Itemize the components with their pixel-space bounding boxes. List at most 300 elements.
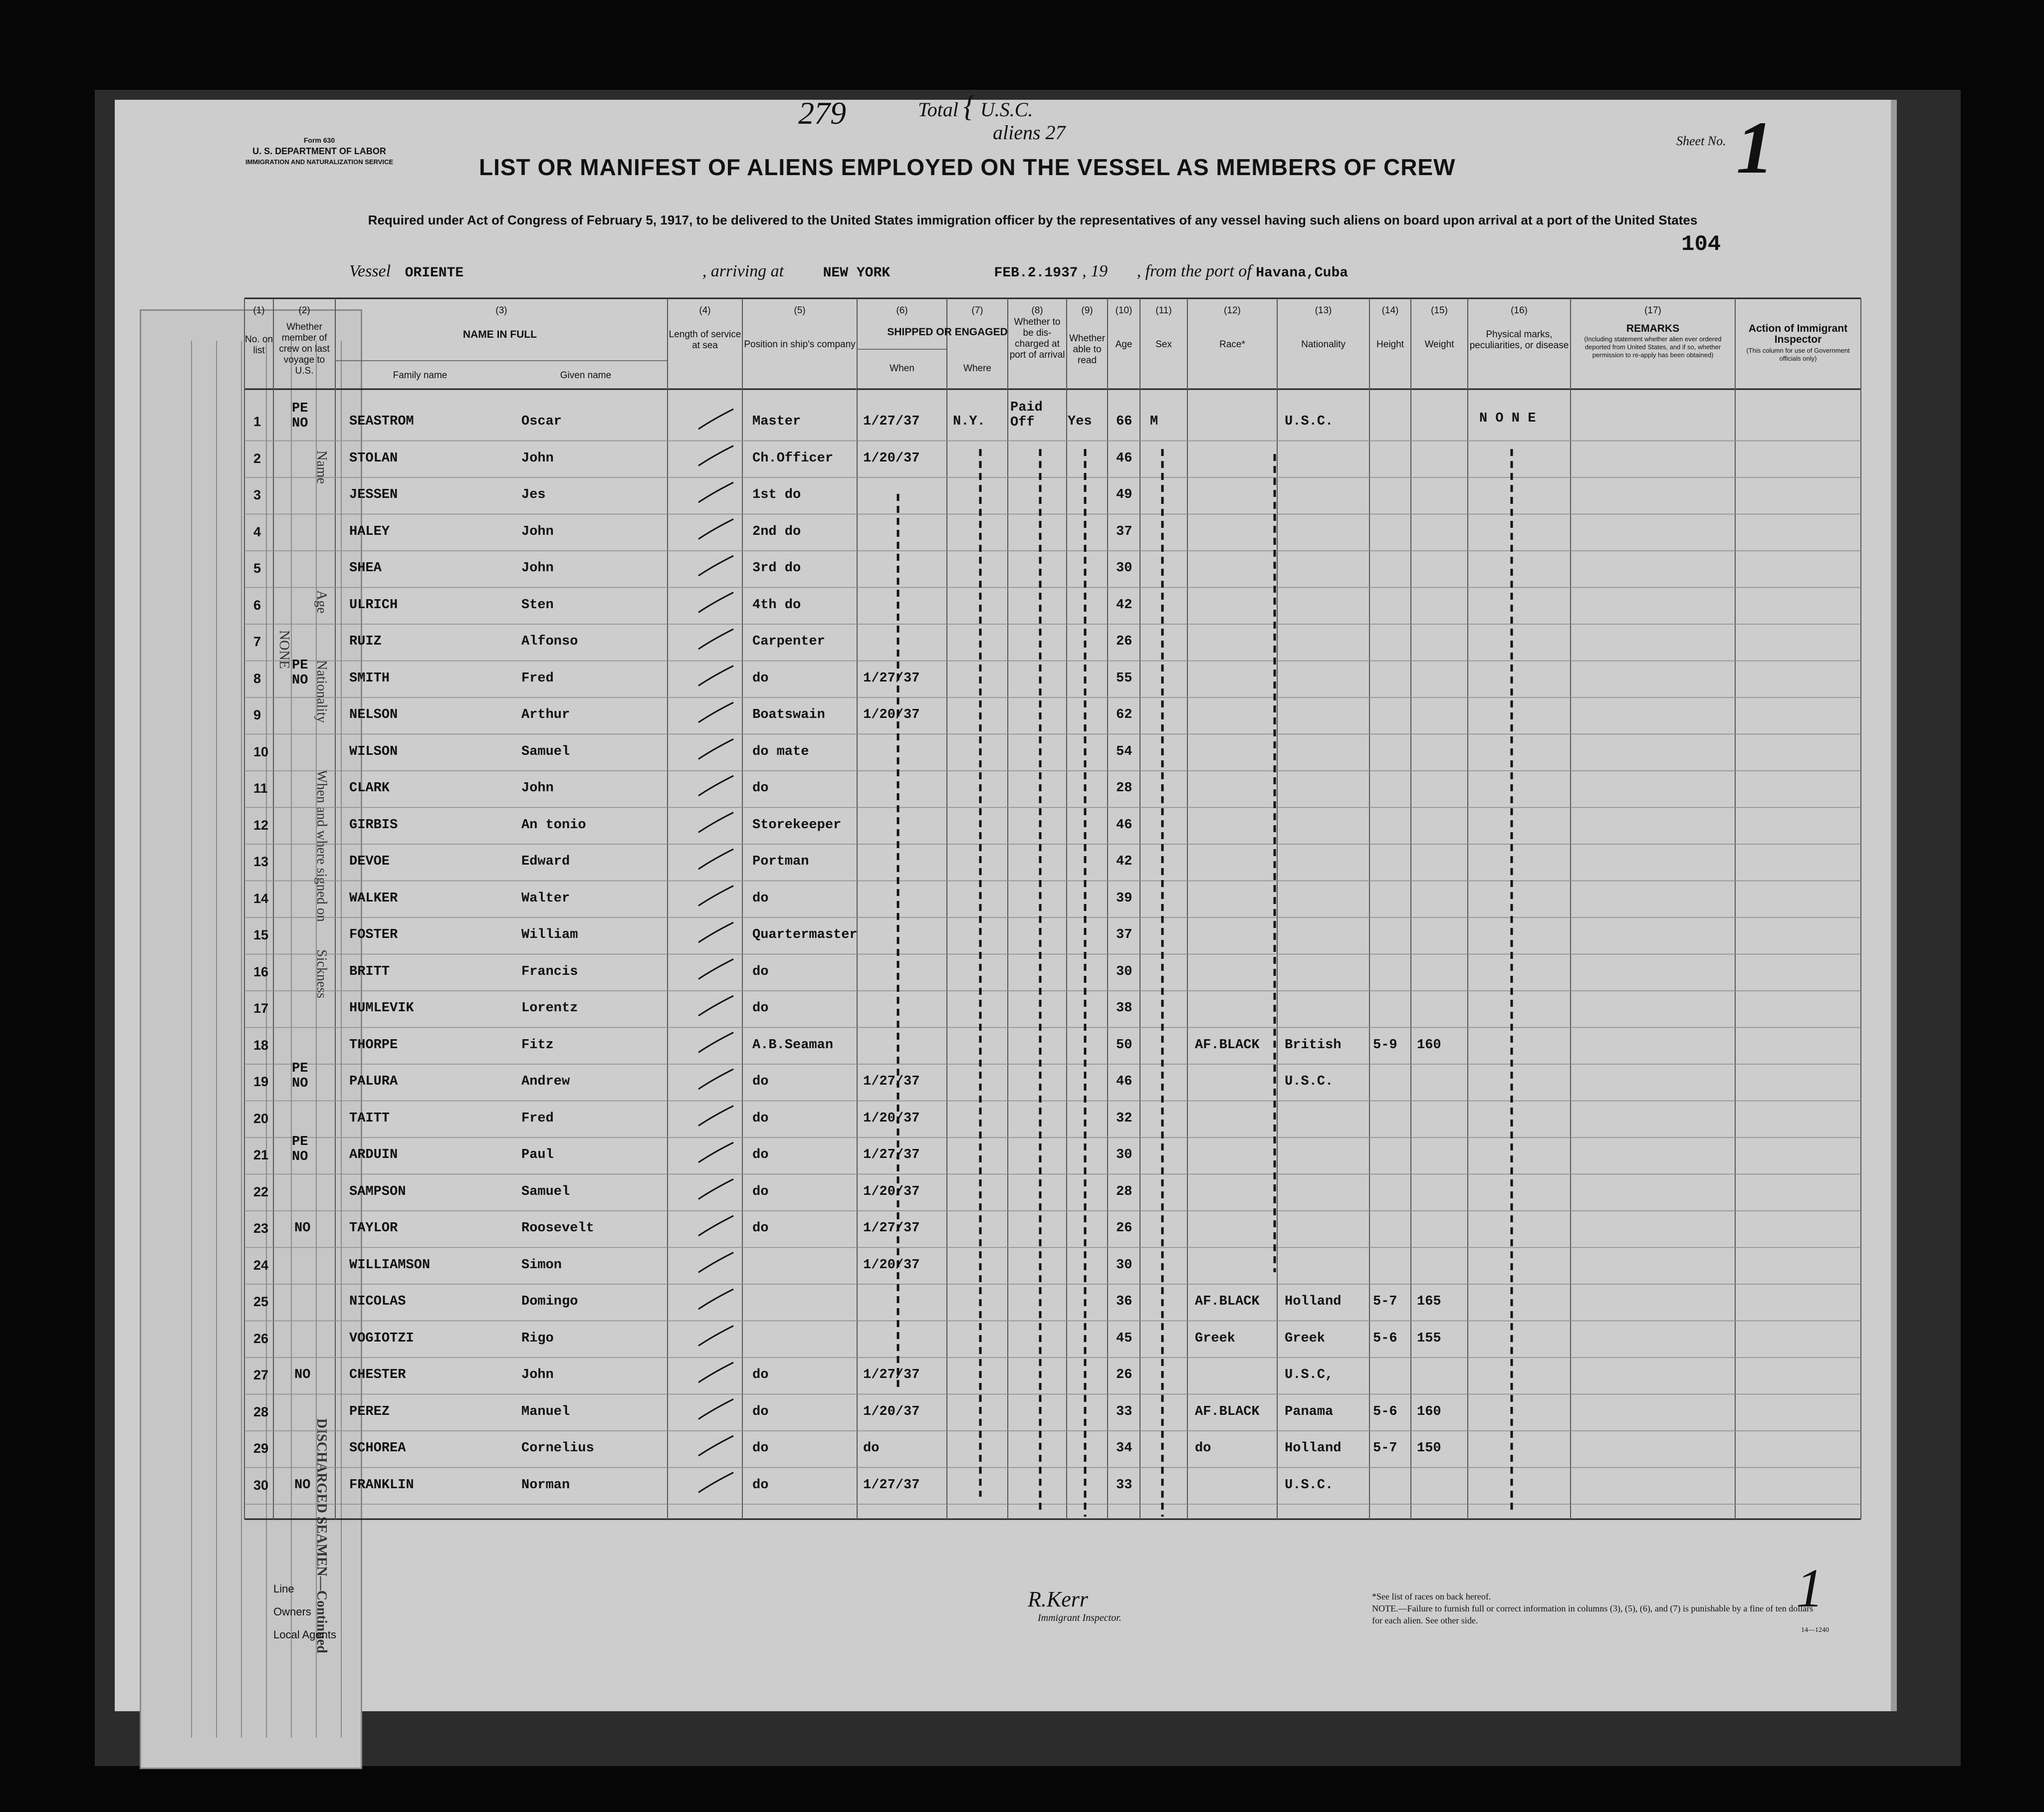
age: 46 — [1116, 817, 1133, 833]
shipped-when: 1/27/37 — [863, 1147, 920, 1162]
given-name: Domingo — [521, 1294, 578, 1309]
age: 30 — [1116, 1257, 1133, 1273]
age: 30 — [1116, 561, 1133, 576]
row-number: 15 — [253, 927, 269, 942]
family-name: STOLAN — [349, 451, 398, 466]
page-subtitle: Required under Act of Congress of February 5, 1917, to be delivered to the United States immigration officer by the representatives of any vessel having such aliens on board upon arrival at a port of the United States — [368, 213, 1698, 227]
last-voyage-answer: NO — [292, 673, 308, 688]
header-discharged: Whether to be dis-charged at port of arrival — [1009, 317, 1065, 360]
header-remarks-note: (Including statement whether alien ever ordered deported from United States, and if so, whether permission to re-apply has been obtained) — [1584, 335, 1722, 359]
row-number: 18 — [253, 1037, 269, 1053]
height: 5-7 — [1373, 1294, 1397, 1309]
position: do — [752, 1221, 769, 1236]
position: do — [752, 1404, 769, 1419]
shipped-when: 1/27/37 — [863, 1367, 920, 1382]
shipped-when: 1/20/37 — [863, 1404, 920, 1419]
given-name: Roosevelt — [521, 1221, 594, 1236]
position: do — [752, 1001, 769, 1016]
race: do — [1195, 1441, 1211, 1456]
last-voyage-answer: NO — [292, 1149, 308, 1164]
family-name: TAITT — [349, 1111, 390, 1126]
header-action: Action of Immigrant Inspector — [1748, 323, 1848, 345]
stub-label-sickness: Sickness — [314, 949, 329, 998]
age: 66 — [1116, 414, 1133, 429]
family-name: FRANKLIN — [349, 1477, 414, 1493]
age: 28 — [1116, 781, 1133, 796]
family-name: ARDUIN — [349, 1147, 398, 1162]
last-voyage-pe: PE — [292, 401, 308, 416]
footnote-penalty: NOTE.—Failure to furnish full or correct information in columns (3), (5), (6), and (7) is punishable by a fine of ten dollars for each alien. See other side. — [1372, 1603, 1814, 1625]
column-number: (1) — [253, 305, 265, 316]
shipped-when: 1/20/37 — [863, 451, 920, 466]
header-length-service: Length of service at sea — [669, 329, 741, 351]
family-name: SEASTROM — [349, 414, 414, 429]
service: IMMIGRATION AND NATURALIZATION SERVICE — [245, 158, 394, 166]
given-name: Edward — [521, 854, 570, 869]
discharged-off: Off — [1010, 415, 1035, 430]
age: 34 — [1116, 1441, 1133, 1456]
year-label: , 19 — [1082, 262, 1108, 280]
stub-discharged-title: DISCHARGED SEAMEN—Continued — [314, 1418, 329, 1653]
department: U. S. DEPARTMENT OF LABOR — [252, 146, 386, 156]
age: 37 — [1116, 524, 1133, 539]
column-number: (5) — [794, 305, 806, 316]
service-checkmark — [698, 702, 733, 722]
age: 30 — [1116, 1147, 1133, 1162]
given-name: Lorentz — [521, 1001, 578, 1016]
given-name: John — [521, 524, 554, 539]
row-number: 27 — [253, 1367, 269, 1382]
footnote — [1372, 1590, 1821, 1626]
family-name: PALURA — [349, 1074, 398, 1089]
header-given-name: Given name — [560, 370, 612, 381]
footer-agents-label: Local Agents — [273, 1628, 336, 1641]
form-number: Form 630 — [303, 136, 335, 144]
service-checkmark — [698, 922, 733, 942]
header-height: Height — [1376, 339, 1404, 350]
position: do — [752, 1441, 769, 1456]
shipped-when: 1/27/37 — [863, 1074, 920, 1089]
last-voyage-answer: NO — [292, 416, 308, 431]
weight: 160 — [1417, 1037, 1441, 1053]
service-checkmark — [698, 739, 733, 759]
age: 26 — [1116, 634, 1133, 649]
given-name: Walter — [521, 891, 570, 906]
service-checkmark — [698, 1436, 733, 1456]
row-number: 24 — [253, 1257, 269, 1273]
row-number: 8 — [253, 671, 261, 686]
given-name: Fitz — [521, 1037, 554, 1053]
header-last-voyage: Whether member of crew on last voyage to U.S. — [279, 322, 330, 376]
position: do — [752, 1477, 769, 1493]
position: A.B.Seaman — [752, 1037, 834, 1053]
given-name: Simon — [521, 1257, 562, 1273]
row-number: 12 — [253, 817, 269, 833]
last-voyage-answer: NO — [294, 1367, 311, 1382]
given-name: Cornelius — [521, 1441, 594, 1456]
stub-label-signed: When and where signed on — [314, 770, 329, 922]
position: Master — [752, 414, 801, 429]
service-checkmark — [698, 1069, 733, 1089]
row-number: 23 — [253, 1221, 269, 1236]
family-name: WALKER — [349, 891, 398, 906]
shipped-when: 1/27/37 — [863, 1477, 920, 1493]
family-name: NICOLAS — [349, 1294, 406, 1309]
row-number: 30 — [253, 1477, 269, 1493]
age: 42 — [1116, 854, 1133, 869]
row-number: 5 — [253, 561, 261, 576]
last-voyage-answer: NO — [292, 1076, 308, 1091]
age: 33 — [1116, 1404, 1133, 1419]
header-no-on-list: No. on list — [245, 334, 273, 356]
handwritten-total: Total { U.S.C. aliens 27 — [918, 90, 1066, 144]
position: do mate — [752, 744, 809, 759]
handwritten-usc: U.S.C. — [980, 98, 1033, 121]
page-title: LIST OR MANIFEST OF ALIENS EMPLOYED ON THE VESSEL AS MEMBERS OF CREW — [479, 154, 1456, 180]
position: 2nd do — [752, 524, 801, 539]
family-name: BRITT — [349, 964, 390, 979]
last-voyage-answer: NO — [294, 1477, 311, 1493]
row-number: 14 — [253, 891, 269, 906]
column-number: (11) — [1155, 305, 1172, 316]
column-number: (3) — [495, 305, 507, 316]
arriving-label: , arriving at — [702, 262, 784, 280]
row-number: 26 — [253, 1331, 269, 1346]
shipped-when: do — [863, 1441, 880, 1456]
age: 33 — [1116, 1477, 1133, 1493]
position: Carpenter — [752, 634, 825, 649]
age: 38 — [1116, 1001, 1133, 1016]
row-number: 2 — [253, 451, 261, 466]
service-checkmark — [698, 996, 733, 1016]
given-name: John — [521, 781, 554, 796]
position: Boatswain — [752, 707, 825, 722]
header-position: Position in ship's company — [744, 339, 856, 350]
column-number: (13) — [1315, 305, 1332, 316]
header-where: Where — [963, 363, 991, 374]
column-number: (17) — [1644, 305, 1661, 316]
column-number: (10) — [1115, 305, 1133, 316]
family-name: SMITH — [349, 671, 390, 686]
nationality: U.S.C, — [1285, 1367, 1334, 1382]
race: AF.BLACK — [1195, 1294, 1260, 1309]
age: 42 — [1116, 597, 1133, 613]
family-name: SAMPSON — [349, 1184, 406, 1199]
from-port: Havana,Cuba — [1256, 265, 1349, 281]
given-name: Francis — [521, 964, 578, 979]
age: 46 — [1116, 1074, 1133, 1089]
shipped-where: N.Y. — [953, 414, 985, 429]
family-name: RUIZ — [349, 634, 382, 649]
header-remarks: REMARKS — [1626, 323, 1680, 334]
race: AF.BLACK — [1195, 1037, 1260, 1053]
service-checkmark — [698, 1216, 733, 1236]
service-checkmark — [698, 593, 733, 613]
family-name: VOGIOTZI — [349, 1331, 414, 1346]
given-name: Fred — [521, 1111, 554, 1126]
given-name: Fred — [521, 671, 554, 686]
header-age: Age — [1115, 339, 1133, 350]
row-number: 20 — [253, 1111, 269, 1126]
service-checkmark — [698, 482, 733, 502]
handwritten-total-word: Total — [918, 98, 958, 121]
footer-line-label: Line — [273, 1583, 294, 1595]
last-voyage-pe: PE — [292, 658, 308, 673]
row-number: 25 — [253, 1294, 269, 1309]
age: 55 — [1116, 671, 1133, 686]
vessel-label: Vessel — [349, 262, 391, 280]
sex: M — [1150, 414, 1158, 429]
service-checkmark — [698, 849, 733, 869]
header-race: Race* — [1219, 339, 1245, 350]
given-name: Oscar — [521, 414, 562, 429]
service-checkmark — [698, 446, 733, 466]
shipped-when: 1/27/37 — [863, 414, 920, 429]
arrival-date: FEB.2.1937 — [994, 265, 1078, 281]
sheet-number: 1 — [1736, 106, 1774, 189]
age: 46 — [1116, 451, 1133, 466]
service-checkmark — [698, 666, 733, 686]
age: 45 — [1116, 1331, 1133, 1346]
height: 5-7 — [1373, 1441, 1397, 1456]
row-number: 9 — [253, 707, 261, 722]
column-number: (8) — [1031, 305, 1043, 316]
race: Greek — [1195, 1331, 1236, 1346]
position: do — [752, 671, 769, 686]
discharged-paid: Paid — [1010, 400, 1043, 415]
height: 5-9 — [1373, 1037, 1397, 1053]
family-name: PEREZ — [349, 1404, 390, 1419]
footer-owners-label: Owners — [273, 1605, 311, 1618]
row-number: 1 — [253, 414, 261, 429]
position: 1st do — [752, 487, 801, 502]
service-checkmark — [698, 1399, 733, 1419]
service-checkmark — [698, 1179, 733, 1199]
nationality: U.S.C. — [1285, 414, 1334, 429]
service-checkmark — [698, 1289, 733, 1309]
age: 30 — [1116, 964, 1133, 979]
nationality: U.S.C. — [1285, 1074, 1334, 1089]
nationality: U.S.C. — [1285, 1477, 1334, 1493]
family-name: THORPE — [349, 1037, 398, 1053]
handwritten-aliens: aliens 27 — [993, 121, 1066, 144]
given-name: John — [521, 561, 554, 576]
shipped-when: 1/20/37 — [863, 1184, 920, 1199]
column-number: (2) — [298, 305, 310, 316]
service-checkmark — [698, 959, 733, 979]
position: do — [752, 1184, 769, 1199]
header-family-name: Family name — [393, 370, 448, 381]
family-name: CLARK — [349, 781, 390, 796]
physical-marks: N O N E — [1479, 411, 1536, 426]
inspector-signature: R.Kerr — [1028, 1587, 1088, 1611]
shipped-when: 1/27/37 — [863, 671, 920, 686]
family-name: ULRICH — [349, 597, 398, 613]
given-name: Paul — [521, 1147, 554, 1162]
able-to-read: Yes — [1068, 414, 1092, 429]
shipped-when: 1/20/37 — [863, 1257, 920, 1273]
given-name: William — [521, 927, 578, 942]
service-checkmark — [698, 886, 733, 906]
row-number: 16 — [253, 964, 269, 979]
column-number: (6) — [896, 305, 908, 316]
position: 3rd do — [752, 561, 801, 576]
service-checkmark — [698, 629, 733, 649]
age: 36 — [1116, 1294, 1133, 1309]
age: 26 — [1116, 1221, 1133, 1236]
given-name: Norman — [521, 1477, 570, 1493]
row-number: 7 — [253, 634, 261, 649]
shipped-when: 1/20/37 — [863, 707, 920, 722]
last-voyage-pe: PE — [292, 1061, 308, 1076]
given-name: Rigo — [521, 1331, 554, 1346]
weight: 155 — [1417, 1331, 1441, 1346]
row-number: 11 — [253, 781, 268, 796]
age: 50 — [1116, 1037, 1133, 1053]
column-number: (16) — [1511, 305, 1528, 316]
position: do — [752, 1147, 769, 1162]
position: do — [752, 1111, 769, 1126]
age: 49 — [1116, 487, 1133, 502]
given-name: Jes — [521, 487, 546, 502]
column-number: (4) — [699, 305, 711, 316]
nationality: Holland — [1285, 1441, 1342, 1456]
nationality: Holland — [1285, 1294, 1342, 1309]
service-checkmark — [698, 1253, 733, 1273]
weight: 165 — [1417, 1294, 1441, 1309]
given-name: Manuel — [521, 1404, 570, 1419]
position: Ch.Officer — [752, 451, 834, 466]
family-name: NELSON — [349, 707, 398, 722]
family-name: SHEA — [349, 561, 382, 576]
header-shipped-engaged: SHIPPED OR ENGAGED — [887, 326, 1008, 338]
service-checkmark — [698, 1473, 733, 1493]
stub-label-nationality: Nationality — [314, 660, 329, 723]
given-name: Samuel — [521, 744, 570, 759]
row-number: 21 — [253, 1147, 269, 1162]
position: Quartermaster — [752, 927, 858, 942]
given-name: Andrew — [521, 1074, 570, 1089]
position: 4th do — [752, 597, 801, 613]
weight: 150 — [1417, 1441, 1441, 1456]
header-physical: Physical marks, peculiarities, or disease — [1469, 329, 1569, 351]
service-checkmark — [698, 776, 733, 796]
age: 26 — [1116, 1367, 1133, 1382]
header-when: When — [890, 363, 914, 374]
row-number: 22 — [253, 1184, 269, 1199]
header-nationality: Nationality — [1301, 339, 1346, 350]
service-checkmark — [698, 1326, 733, 1346]
family-name: HALEY — [349, 524, 390, 539]
nationality: Panama — [1285, 1404, 1334, 1419]
position: do — [752, 781, 769, 796]
service-checkmark — [698, 813, 733, 833]
from-label: , from the port of — [1136, 262, 1252, 280]
position: do — [752, 1074, 769, 1089]
stub-label-name: Name — [314, 451, 329, 484]
shipped-when: 1/20/37 — [863, 1111, 920, 1126]
footnote-races: *See list of races on back hereof. — [1372, 1591, 1491, 1601]
height: 5-6 — [1373, 1331, 1397, 1346]
last-voyage-pe: PE — [292, 1134, 308, 1149]
given-name: John — [521, 451, 554, 466]
header-sex: Sex — [1155, 339, 1172, 350]
position: do — [752, 1367, 769, 1382]
service-checkmark — [698, 409, 733, 429]
given-name: Alfonso — [521, 634, 578, 649]
stub-none: NONE — [276, 630, 292, 669]
nationality: Greek — [1285, 1331, 1326, 1346]
row-number: 17 — [253, 1001, 269, 1016]
stub-label-age: Age — [314, 590, 329, 614]
family-name: CHESTER — [349, 1367, 406, 1382]
header-able-read: Whether able to read — [1069, 333, 1105, 366]
handwritten-count: 279 — [798, 95, 846, 131]
row-number: 3 — [253, 487, 261, 502]
given-name: An tonio — [521, 817, 586, 833]
service-checkmark — [698, 556, 733, 576]
age: 54 — [1116, 744, 1133, 759]
family-name: SCHOREA — [349, 1441, 406, 1456]
position: Storekeeper — [752, 817, 842, 833]
header-action-note: (This column for use of Government officials only) — [1746, 347, 1850, 362]
sheet-label: Sheet No. — [1676, 134, 1726, 148]
family-name: WILSON — [349, 744, 398, 759]
page-mark: 1 — [1796, 1558, 1823, 1618]
column-number: (9) — [1081, 305, 1093, 316]
age: 28 — [1116, 1184, 1133, 1199]
service-checkmark — [698, 1106, 733, 1126]
column-number: (7) — [971, 305, 983, 316]
family-name: GIRBIS — [349, 817, 398, 833]
row-number: 28 — [253, 1404, 269, 1419]
service-checkmark — [698, 519, 733, 539]
family-name: DEVOE — [349, 854, 390, 869]
service-checkmark — [698, 1033, 733, 1053]
position: Portman — [752, 854, 809, 869]
given-name: John — [521, 1367, 554, 1382]
form-code: 14—1240 — [1801, 1626, 1829, 1634]
age: 39 — [1116, 891, 1133, 906]
height: 5-6 — [1373, 1404, 1397, 1419]
position: do — [752, 964, 769, 979]
shipped-when: 1/27/37 — [863, 1221, 920, 1236]
age: 37 — [1116, 927, 1133, 942]
family-name: FOSTER — [349, 927, 398, 942]
weight: 160 — [1417, 1404, 1441, 1419]
family-name: HUMLEVIK — [349, 1001, 414, 1016]
position: do — [752, 891, 769, 906]
vessel-name: ORIENTE — [405, 265, 464, 281]
row-number: 13 — [253, 854, 269, 869]
header-weight: Weight — [1424, 339, 1454, 350]
header-name-in-full: NAME IN FULL — [462, 329, 537, 340]
family-name: TAYLOR — [349, 1221, 398, 1236]
row-number: 29 — [253, 1441, 269, 1456]
page-code: 104 — [1681, 232, 1721, 257]
family-name: JESSEN — [349, 487, 398, 502]
column-number: (15) — [1431, 305, 1448, 316]
age: 62 — [1116, 707, 1133, 722]
given-name: Arthur — [521, 707, 570, 722]
row-number: 4 — [253, 524, 261, 539]
given-name: Samuel — [521, 1184, 570, 1199]
arrival-port: NEW YORK — [823, 265, 891, 281]
age: 32 — [1116, 1111, 1133, 1126]
race: AF.BLACK — [1195, 1404, 1260, 1419]
row-number: 19 — [253, 1074, 269, 1089]
column-number: (14) — [1381, 305, 1399, 316]
